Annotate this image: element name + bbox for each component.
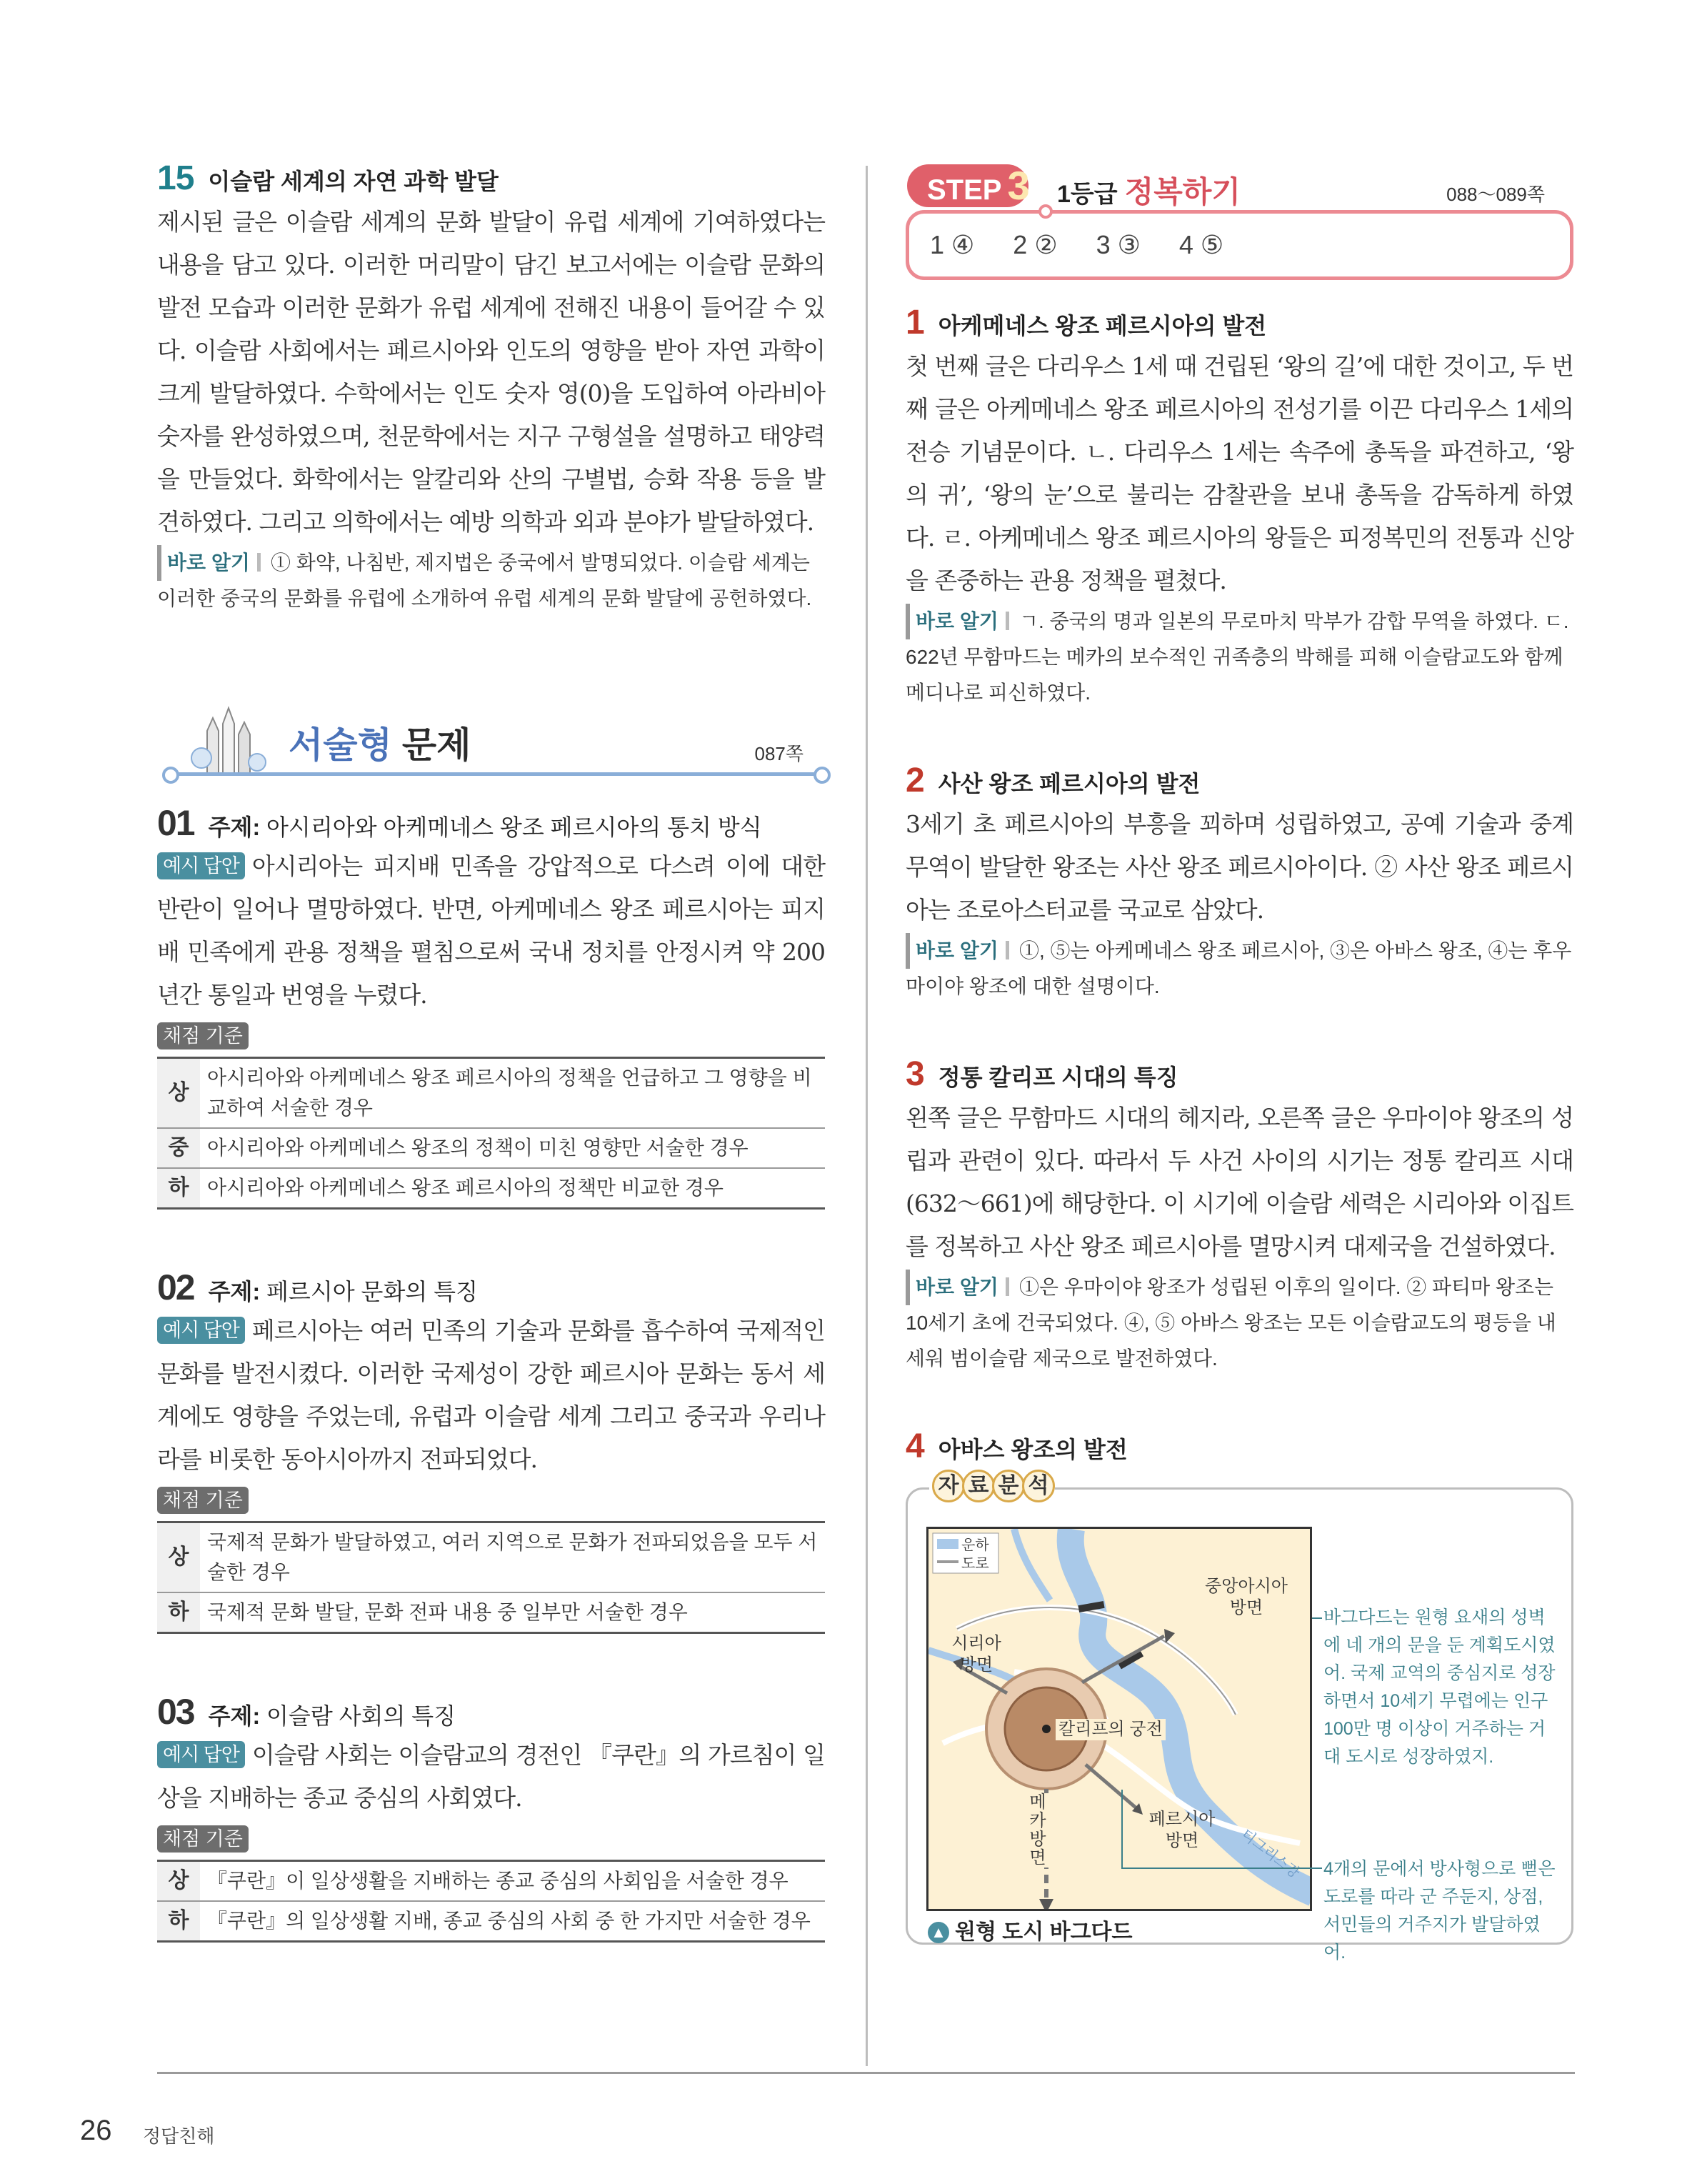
step-badge-label: STEP <box>927 174 1002 206</box>
criteria-level: 하 <box>157 1168 200 1209</box>
question-15-header <box>157 159 825 198</box>
question-title: 아케메네스 왕조 페르시아의 발전 <box>938 313 1267 339</box>
essay-topic <box>209 809 762 842</box>
answer-key-item: 4 ⑤ <box>1178 230 1224 259</box>
question-3 <box>906 1054 1573 1377</box>
essay-number: 01 <box>157 803 194 843</box>
criteria-desc: 『쿠란』이 일상생활을 지배하는 종교 중심의 사회임을 서술한 경우 <box>200 1861 825 1902</box>
criteria-table <box>157 1057 825 1210</box>
tigris-label: 티그리스강 <box>1238 1826 1303 1882</box>
criteria-desc: 국제적 문화가 발달하였고, 여러 지역으로 문화가 전파되었음을 모두 서술한 경우 <box>200 1522 825 1593</box>
question-1-header <box>906 303 1573 342</box>
persia-direction-label: 페르시아 방면 <box>1148 1810 1216 1850</box>
correction-note <box>157 545 825 617</box>
topic-text: 페르시아 문화의 특징 <box>266 1279 478 1305</box>
essay-question-02 <box>157 1267 825 1634</box>
criteria-badge: 채점 기준 <box>157 1825 249 1853</box>
sample-answer-text: 아시리아는 피지배 민족을 강압적으로 다스려 이에 대한 반란이 일어나 멸망하였다. 반면, 아케메네스 왕조 페르시아는 피지배 민족에게 관용 정책을 펼침으로써 국내 정치를 안정시켜 약 200년간 통일과 번영을 누렸다. <box>157 852 825 1009</box>
question-1 <box>906 303 1573 711</box>
question-explanation: 왼쪽 글은 무함마드 시대의 헤지라, 오른쪽 글은 우마이야 왕조의 성립과 관련이 있다. 따라서 두 사건 사이의 시기는 정통 칼리프 시대(632～661)에 해당한다. 이 시기에 이슬람 세력은 시리아와 이집트를 정복하고 사산 왕조 페르시아를 멸망시켜 대제국을 건설하였다. <box>906 1104 1573 1260</box>
criteria-desc: 아시리아와 아케메네스 왕조 페르시아의 정책만 비교한 경우 <box>200 1168 825 1209</box>
step-badge <box>907 164 1028 207</box>
table-row <box>157 1861 825 1902</box>
pencils-icon <box>186 702 271 781</box>
topic-label: 주제: <box>208 1703 261 1729</box>
question-title: 사산 왕조 페르시아의 발전 <box>938 771 1201 797</box>
criteria-table <box>157 1860 825 1943</box>
answer-key-list <box>930 230 1223 260</box>
sample-answer-text: 페르시아는 여러 민족의 기술과 문화를 흡수하여 국제적인 문화를 발전시켰다. 이러한 국제성이 강한 페르시아 문화는 동서 세계에도 영향을 주었는데, 유럽과 이슬람 세계 그리고 중국과 우리나라를 비롯한 동아시아까지 전파되었다. <box>157 1317 825 1473</box>
criteria-table <box>157 1521 825 1634</box>
question-4-header <box>906 1427 1573 1466</box>
map-caption-text: 원형 도시 바그다드 <box>955 1920 1133 1944</box>
step-title <box>1057 169 1241 211</box>
criteria-level: 상 <box>157 1861 200 1902</box>
section-rule <box>168 772 825 776</box>
essay-number: 03 <box>157 1692 194 1732</box>
sample-answer <box>157 845 825 1017</box>
answer-key-item: 2 ② <box>1013 230 1058 259</box>
sample-answer-badge: 예시 답안 <box>157 852 245 879</box>
central-asia-direction-label: 중앙아시아 방면 <box>1205 1577 1288 1617</box>
question-title: 아바스 왕조의 발전 <box>938 1437 1128 1462</box>
question-number: 3 <box>906 1055 924 1093</box>
tag-char: 석 <box>1022 1470 1055 1502</box>
essay-number: 02 <box>157 1267 194 1307</box>
question-title: 정통 칼리프 시대의 특징 <box>938 1064 1178 1090</box>
map-annotation-1: 바그다드는 원형 요새의 성벽에 네 개의 문을 둔 계획도시였어. 국제 교역의 중심지로 성장하면서 10세기 무렵에는 인구 100만 명 이상이 거주하는 거대 도시로 성장하였지. <box>1323 1607 1556 1767</box>
note-text: ①, ⑤는 아케메네스 왕조 페르시아, ③은 아바스 왕조, ④는 후우마이야 왕조에 대한 설명이다. <box>906 939 1572 997</box>
note-label: 바로 알기 <box>157 545 261 581</box>
note-label: 바로 알기 <box>906 933 1009 969</box>
step-badge-number: 3 <box>1007 163 1030 208</box>
sample-answer <box>157 1734 825 1820</box>
note-text: ①은 우마이야 왕조가 성립된 이후의 일이다. ② 파티마 왕조는 10세기 초에 건국되었다. ④, ⑤ 아바스 왕조는 모든 이슬람교도의 평등을 내세워 범이슬람 제국으로 발전하였다. <box>906 1276 1556 1370</box>
footer-rule <box>157 2072 1575 2074</box>
topic-text: 이슬람 사회의 특징 <box>266 1703 456 1729</box>
topic-label: 주제: <box>208 1279 261 1305</box>
criteria-level: 하 <box>157 1592 200 1633</box>
question-title: 이슬람 세계의 자연 과학 발달 <box>208 169 499 194</box>
section-title-dark: 문제 <box>401 725 471 765</box>
question-3-header <box>906 1054 1573 1094</box>
question-number: 2 <box>906 762 924 799</box>
map-caption <box>928 1914 1133 1945</box>
criteria-level: 중 <box>157 1128 200 1168</box>
arrow-mecca-icon <box>1039 1899 1053 1911</box>
palace-label: 칼리프의 궁전 <box>1056 1719 1166 1740</box>
essay-topic <box>209 1698 456 1731</box>
criteria-badge: 채점 기준 <box>157 1022 249 1049</box>
note-text: ① 화약, 나침반, 제지법은 중국에서 발명되었다. 이슬람 세계는 이러한 중국의 문화를 유럽에 소개하여 유럽 세계의 문화 발달에 공헌하였다. <box>157 552 812 609</box>
correction-note <box>906 1270 1573 1377</box>
topic-text: 아시리아와 아케메네스 왕조 페르시아의 통치 방식 <box>266 814 762 840</box>
legend-river-swatch <box>937 1539 958 1549</box>
page-number: 26 <box>80 2115 112 2146</box>
step-page-ref: 088～089쪽 <box>1446 184 1545 205</box>
note-text: ㄱ. 중국의 명과 일본의 무로마치 막부가 감합 무역을 하였다. ㄷ. 622년 무함마드는 메카의 보수적인 귀족층의 박해를 피해 이슬람교도와 함께 메디나로 피신하였다. <box>906 610 1569 704</box>
question-2 <box>906 761 1573 1004</box>
section-title-blue: 서술형 <box>289 725 392 765</box>
answer-key-item: 3 ③ <box>1096 230 1141 259</box>
step-frame-dot <box>1038 204 1053 219</box>
table-row <box>157 1128 825 1168</box>
criteria-desc: 아시리아와 아케메네스 왕조 페르시아의 정책을 언급하고 그 영향을 비교하여 서술한 경우 <box>200 1058 825 1129</box>
criteria-desc: 아시리아와 아케메네스 왕조의 정책이 미친 영향만 서술한 경우 <box>200 1128 825 1168</box>
section-title <box>289 717 471 768</box>
sample-answer-badge: 예시 답안 <box>157 1741 245 1768</box>
essay-topic <box>209 1274 478 1307</box>
tag-char: 분 <box>992 1470 1025 1502</box>
baghdad-map <box>926 1527 1312 1911</box>
question-4 <box>906 1427 1573 1963</box>
essay-section-header <box>157 702 825 795</box>
essay-question-01 <box>157 802 825 1210</box>
sample-answer-text: 이슬람 사회는 이슬람교의 경전인 『쿠란』의 가르침이 일상을 지배하는 종교 중심의 사회였다. <box>157 1741 825 1812</box>
tag-char: 료 <box>962 1470 995 1502</box>
sample-answer <box>157 1310 825 1481</box>
essay-question-03 <box>157 1691 825 1943</box>
question-2-header <box>906 761 1573 800</box>
left-column <box>157 159 825 1943</box>
criteria-badge: 채점 기준 <box>157 1487 249 1514</box>
question-number: 1 <box>906 304 924 341</box>
note-label: 바로 알기 <box>906 604 1009 639</box>
question-number: 4 <box>906 1427 924 1465</box>
palace-marker <box>1042 1725 1051 1733</box>
correction-note <box>906 933 1573 1004</box>
footer-label: 정답친해 <box>143 2125 215 2147</box>
criteria-level: 하 <box>157 1901 200 1942</box>
arrow-up-icon: ▲ <box>928 1922 949 1943</box>
mecca-direction-label: 메카 방면 <box>1027 1793 1048 1868</box>
tag-char: 자 <box>932 1470 965 1502</box>
essay-question-header <box>157 1267 825 1308</box>
map-annotation-2: 4개의 문에서 방사형으로 뻗은 도로를 따라 군 주둔지, 상점, 서민들의 거주지가 발달하였어. <box>1323 1859 1556 1963</box>
note-label: 바로 알기 <box>906 1270 1009 1305</box>
arrow-central-asia-icon <box>1164 1629 1175 1643</box>
step-title-grade: 1등급 <box>1057 181 1118 208</box>
essay-question-header <box>157 1691 825 1732</box>
correction-note <box>906 604 1573 711</box>
question-number: 15 <box>157 159 194 197</box>
topic-label: 주제: <box>208 814 261 840</box>
table-row <box>157 1592 825 1633</box>
essay-question-header <box>157 802 825 844</box>
criteria-level: 상 <box>157 1058 200 1129</box>
syria-direction-label: 시리아 방면 <box>951 1634 1001 1675</box>
table-row <box>157 1058 825 1129</box>
legend-river-label: 운하 <box>961 1537 989 1553</box>
table-row <box>157 1522 825 1593</box>
step-title-main: 정복하기 <box>1124 175 1241 209</box>
criteria-desc: 『쿠란』의 일상생활 지배, 종교 중심의 사회 중 한 가지만 서술한 경우 <box>200 1901 825 1942</box>
sample-answer-badge: 예시 답안 <box>157 1317 245 1344</box>
question-explanation: 첫 번째 글은 다리우스 1세 때 건립된 ‘왕의 길’에 대한 것이고, 두 번째 글은 아케메네스 왕조 페르시아의 전성기를 이끈 다리우스 1세의 전승 기념문이다. ㄴ. 다리우스 1세는 속주에 총독을 파견하고, ‘왕의 귀’, ‘왕의 눈’으로 불리는 감찰관을 보내 총독을 감독하게 하였다. ㄹ. 아케메네스 왕조 페르시아의 왕들은 피정복민의 전통과 신앙을 존중하는 관용 정책을 펼쳤다. <box>906 352 1573 594</box>
canal <box>1014 1529 1050 1600</box>
data-analysis-tag <box>929 1470 1055 1502</box>
answer-key-item: 1 ④ <box>930 230 975 259</box>
legend-road-label: 도로 <box>961 1556 989 1572</box>
table-row <box>157 1901 825 1942</box>
criteria-level: 상 <box>157 1522 200 1593</box>
question-15 <box>157 159 825 617</box>
right-column <box>906 159 1573 1963</box>
road-persia <box>1086 1765 1136 1807</box>
table-row <box>157 1168 825 1209</box>
question-explanation: 제시된 글은 이슬람 세계의 문화 발달이 유럽 세계에 기여하였다는 내용을 담고 있다. 이러한 머리말이 담긴 보고서에는 이슬람 문화의 발전 모습과 이러한 문화가 유럽 세계에 전해진 내용이 들어갈 수 있다. 이슬람 사회에서는 페르시아와 인도의 영향을 받아 자연 과학이 크게 발달하였다. 수학에서는 인도 숫자 영(0)을 도입하여 아라비아 숫자를 완성하였으며, 천문학에서는 지구 구형설을 설명하고 태양력을 만들었다. 화학에서는 알칼리와 산의 구별법, 승화 작용 등을 발견하였다. 그리고 의학에서는 예방 의학과 외과 분야가 발달하였다. <box>157 208 825 536</box>
question-explanation: 3세기 초 페르시아의 부흥을 꾀하며 성립하였고, 공예 기술과 중계 무역이 발달한 왕조는 사산 왕조 페르시아이다. ② 사산 왕조 페르시아는 조로아스터교를 국교로 삼았다. <box>906 810 1573 924</box>
section-page-ref: 087쪽 <box>754 743 804 764</box>
step3-answer-box <box>906 159 1573 280</box>
criteria-desc: 국제적 문화 발달, 문화 전파 내용 중 일부만 서술한 경우 <box>200 1592 825 1633</box>
data-analysis-box <box>906 1474 1573 1963</box>
column-divider <box>866 166 868 2066</box>
